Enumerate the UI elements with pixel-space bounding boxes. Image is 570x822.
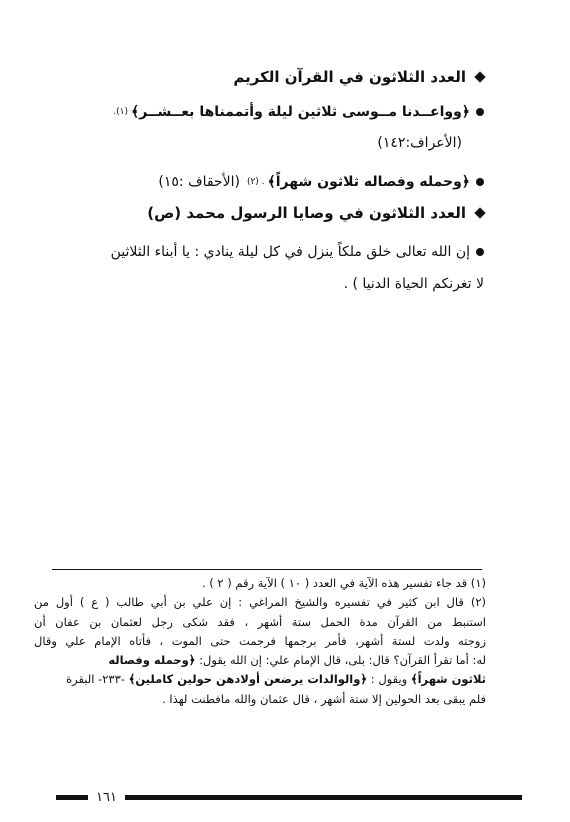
footnote-separator <box>52 569 482 570</box>
footnote-line <box>34 670 486 689</box>
bullet-dot-icon <box>476 248 484 256</box>
list-item <box>40 100 484 124</box>
footnote-text: له: أما تقرأ القرآن؟ قال: بلى، قال الإمام علي: إن الله يقول: <box>199 653 486 668</box>
footnote-marker: . (٢) <box>246 177 265 187</box>
list-item <box>40 170 484 194</box>
list-item <box>40 240 484 264</box>
footnote-verse: ثلاثون شهراً﴾ <box>410 672 486 687</box>
footer-rule-short <box>56 795 88 800</box>
section-heading-prophet <box>40 202 484 224</box>
section-heading-text: العدد الثلاثون في القرآن الكريم <box>233 68 466 86</box>
hadith-text-continued: لا تغرنكم الحياة الدنيا ) . <box>343 276 484 292</box>
footnote-line: فلم يبقى بعد الحولين إلا ستة أشهر ، قال عثمان والله مافطنت لهذا . <box>162 691 486 706</box>
diamond-bullet-icon <box>474 71 485 82</box>
diamond-bullet-icon <box>474 207 485 218</box>
footnote-text: -٢٣٣- البقرة <box>66 672 125 687</box>
footnote-text: ويقول : <box>370 672 408 687</box>
footnote-verse: ﴿وحمله وفصاله <box>108 653 196 668</box>
footnote-marker: (١). <box>113 107 128 117</box>
verse-text: ﴿وواعــدنا مــوسى ثلاثين ليلة وأتممناها بعــشــر﴾ <box>130 104 470 120</box>
verse-reference: (الأعراف:١٤٢) <box>377 135 462 151</box>
page-footer <box>56 788 522 806</box>
footnote-line: زوجته ولدت لستة أشهر، فأمر برجمها فرجمت حتى الموت ، فأتاه الإمام علي وقال <box>34 633 486 648</box>
verse-reference: (الأحقاف :١٥) <box>158 174 240 190</box>
bullet-dot-icon <box>476 108 484 116</box>
page-number: ١٦١ <box>96 789 117 805</box>
footnote-line <box>34 651 486 670</box>
footnote-line: استنبط من القرآن مدة الحمل ستة أشهر ، فقد شكى رجل لعثمان بن عفان أن <box>34 614 486 629</box>
hadith-text: إن الله تعالى خلق ملكاً ينزل في كل ليلة ينادي : يا أبناء الثلاثين <box>110 244 470 260</box>
footnotes <box>34 574 486 709</box>
footer-rule <box>125 795 522 800</box>
footnote-line: (١) قد جاء تفسير هذه الآية في العدد ( ١٠ ) الآية رقم ( ٢ ) . <box>201 576 486 590</box>
section-heading-text: العدد الثلاثون في وصايا الرسول محمد (ص) <box>147 204 466 222</box>
footnote-verse: ﴿والوالدات يرضعن أولادهن حولين كاملين﴾ <box>128 672 368 687</box>
section-heading-quran <box>40 66 484 88</box>
bullet-dot-icon <box>476 178 484 186</box>
verse-text: ﴿وحمله وفصاله ثلاثون شهراً﴾ <box>267 174 470 190</box>
footnote-line: (٢) قال ابن كثير في تفسيره والشيخ المراغي : إن علي بن أبي طالب ( ع ) أول من <box>34 595 486 610</box>
